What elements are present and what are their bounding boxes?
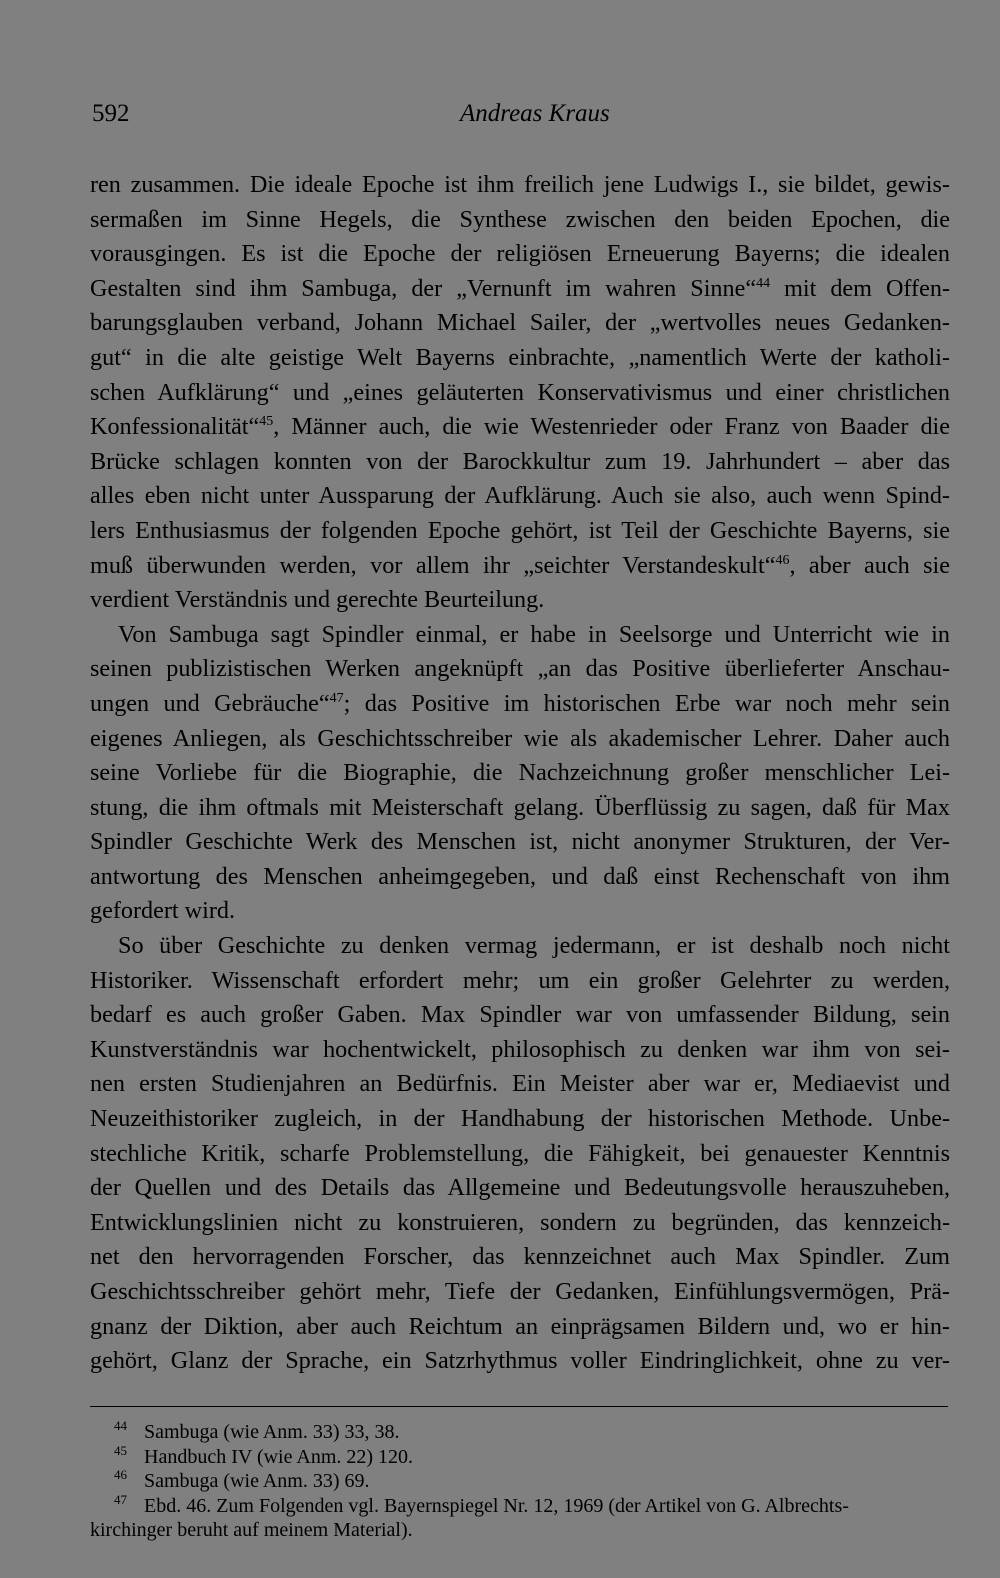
text-line: Von Sambuga sagt Spindler einmal, er habe in Seelsorge und Unterricht wie in	[118, 620, 950, 648]
footnote: 44 Sambuga (wie Anm. 33) 33, 38.	[114, 1418, 400, 1443]
text-line: Entwicklungslinien nicht zu konstruieren, sondern zu begründen, das kennzeich-	[90, 1208, 950, 1236]
text-line	[90, 410, 950, 445]
text-span: Gestalten sind ihm Sambuga, der „Vernunft im wahren Sinne“	[90, 274, 757, 302]
text-line	[90, 687, 950, 722]
text-line: Historiker. Wissenschaft erfordert mehr; um ein großer Gelehrter zu werden,	[90, 966, 950, 994]
body-text	[90, 168, 950, 1379]
text-line	[90, 272, 950, 307]
text-line: Spindler Geschichte Werk des Menschen ist, nicht anonymer Strukturen, der Ver-	[90, 828, 950, 856]
text-line: Neuzeithistoriker zugleich, in der Handhabung der historischen Methode. Unbe-	[90, 1105, 950, 1133]
footnote-ref-44: 44	[756, 275, 771, 291]
text-line: der Quellen und des Details das Allgemeine und Bedeutungsvolle herauszuheben,	[90, 1174, 950, 1202]
text-line: antwortung des Menschen anheimgegeben, und daß einst Rechenschaft von ihm	[90, 862, 950, 890]
text-line: gnanz der Diktion, aber auch Reichtum an einprägsamen Bildern und, wo er hin-	[90, 1312, 950, 1340]
text-line: stechliche Kritik, scharfe Problemstellung, die Fähigkeit, bei genauester Kenntnis	[90, 1139, 950, 1167]
text-span: , Männer auch, die wie Westenrieder oder Franz von Baader die	[273, 413, 950, 441]
text-line: Kunstverständnis war hochentwickelt, philosophisch zu denken war ihm von sei-	[90, 1035, 950, 1063]
text-line: lers Enthusiasmus der folgenden Epoche gehört, ist Teil der Geschichte Bayerns, sie	[90, 516, 950, 544]
footnote: 45 Handbuch IV (wie Anm. 22) 120.	[114, 1442, 414, 1468]
text-line: gehört, Glanz der Sprache, ein Satzrhythmus voller Eindringlichkeit, ohne zu ver-	[90, 1347, 950, 1375]
text-line: gefordert wird.	[90, 897, 236, 925]
text-line: net den hervorragenden Forscher, das kennzeichnet auch Max Spindler. Zum	[90, 1243, 950, 1271]
footnote-text: Sambuga (wie Anm. 33) 33, 38.	[144, 1421, 400, 1443]
text-span: ungen und Gebräuche“	[90, 689, 330, 717]
text-line: bedarf es auch großer Gaben. Max Spindler war von umfassender Bildung, sein	[90, 1001, 950, 1029]
text-line: ren zusammen. Die ideale Epoche ist ihm freilich jene Ludwigs I., sie bildet, gewis-	[90, 171, 950, 198]
footnote-text: Sambuga (wie Anm. 33) 69.	[144, 1470, 370, 1493]
text-span: ; das Positive im historischen Erbe war noch mehr sein	[343, 689, 950, 717]
text-line	[90, 549, 950, 584]
footnote-ref-47: 47	[329, 690, 344, 706]
text-span: muß überwunden werden, vor allem ihr „seichter Verstandeskult“	[90, 551, 776, 579]
text-span: Konfessionalität“	[90, 413, 260, 441]
footnote-ref-45: 45	[259, 414, 274, 430]
footnote-continuation: kirchinger beruht auf meinem Material).	[90, 1519, 413, 1542]
footnotes	[90, 1420, 950, 1543]
footnote-text: Handbuch IV (wie Anm. 22) 120.	[144, 1445, 414, 1468]
footnote-separator	[90, 1406, 948, 1407]
text-line: sermaßen im Sinne Hegels, die Synthese zwischen den beiden Epochen, die	[90, 205, 950, 233]
text-line: Geschichtsschreiber gehört mehr, Tiefe der Gedanken, Einfühlungsvermögen, Prä-	[90, 1278, 950, 1305]
text-line: vorausgingen. Es ist die Epoche der religiösen Erneuerung Bayerns; die idealen	[90, 240, 950, 268]
text-line: barungsglauben verband, Johann Michael Sailer, der „wertvolles neues Gedanken-	[90, 309, 950, 337]
text-line: nen ersten Studienjahren an Bedürfnis. Ein Meister aber war er, Mediaevist und	[90, 1070, 950, 1098]
running-head	[92, 100, 952, 140]
text-line: So über Geschichte zu denken vermag jedermann, er ist deshalb noch nicht	[118, 932, 950, 960]
text-line: verdient Verständnis und gerechte Beurteilung.	[90, 586, 545, 614]
footnote: 46 Sambuga (wie Anm. 33) 69.	[114, 1467, 370, 1493]
text-span: , aber auch sie	[789, 551, 950, 579]
footnote-ref-46: 46	[775, 552, 790, 568]
footnote: 47 Ebd. 46. Zum Folgenden vgl. Bayernspiegel Nr. 12, 1969 (der Artikel von G. Albrechts-	[114, 1491, 849, 1517]
text-line: alles eben nicht unter Aussparung der Aufklärung. Auch sie also, auch wenn Spind-	[90, 482, 950, 510]
text-line: stung, die ihm oftmals mit Meisterschaft gelang. Überflüssig zu sagen, daß für Max	[90, 793, 950, 821]
text-line: seinen publizistischen Werken angeknüpft „an das Positive überlieferter Anschau-	[90, 655, 950, 683]
text-line: Brücke schlagen konnten von der Barockkultur zum 19. Jahrhundert – aber das	[90, 447, 950, 475]
text-line: schen Aufklärung“ und „eines geläuterten Konservativismus und einer christlichen	[90, 378, 950, 406]
running-head-author: Andreas Kraus	[460, 100, 610, 127]
page-number: 592	[92, 100, 130, 127]
footnote-text: Ebd. 46. Zum Folgenden vgl. Bayernspiegel Nr. 12, 1969 (der Artikel von G. Albrechts-	[144, 1494, 849, 1517]
text-line: seine Vorliebe für die Biographie, die Nachzeichnung großer menschlicher Lei-	[90, 759, 950, 787]
text-line: eigenes Anliegen, als Geschichtsschreiber wie als akademischer Lehrer. Daher auch	[90, 724, 950, 752]
text-span: mit dem Offen-	[770, 274, 950, 302]
text-line: gut“ in die alte geistige Welt Bayerns einbrachte, „namentlich Werte der katholi-	[90, 343, 950, 371]
